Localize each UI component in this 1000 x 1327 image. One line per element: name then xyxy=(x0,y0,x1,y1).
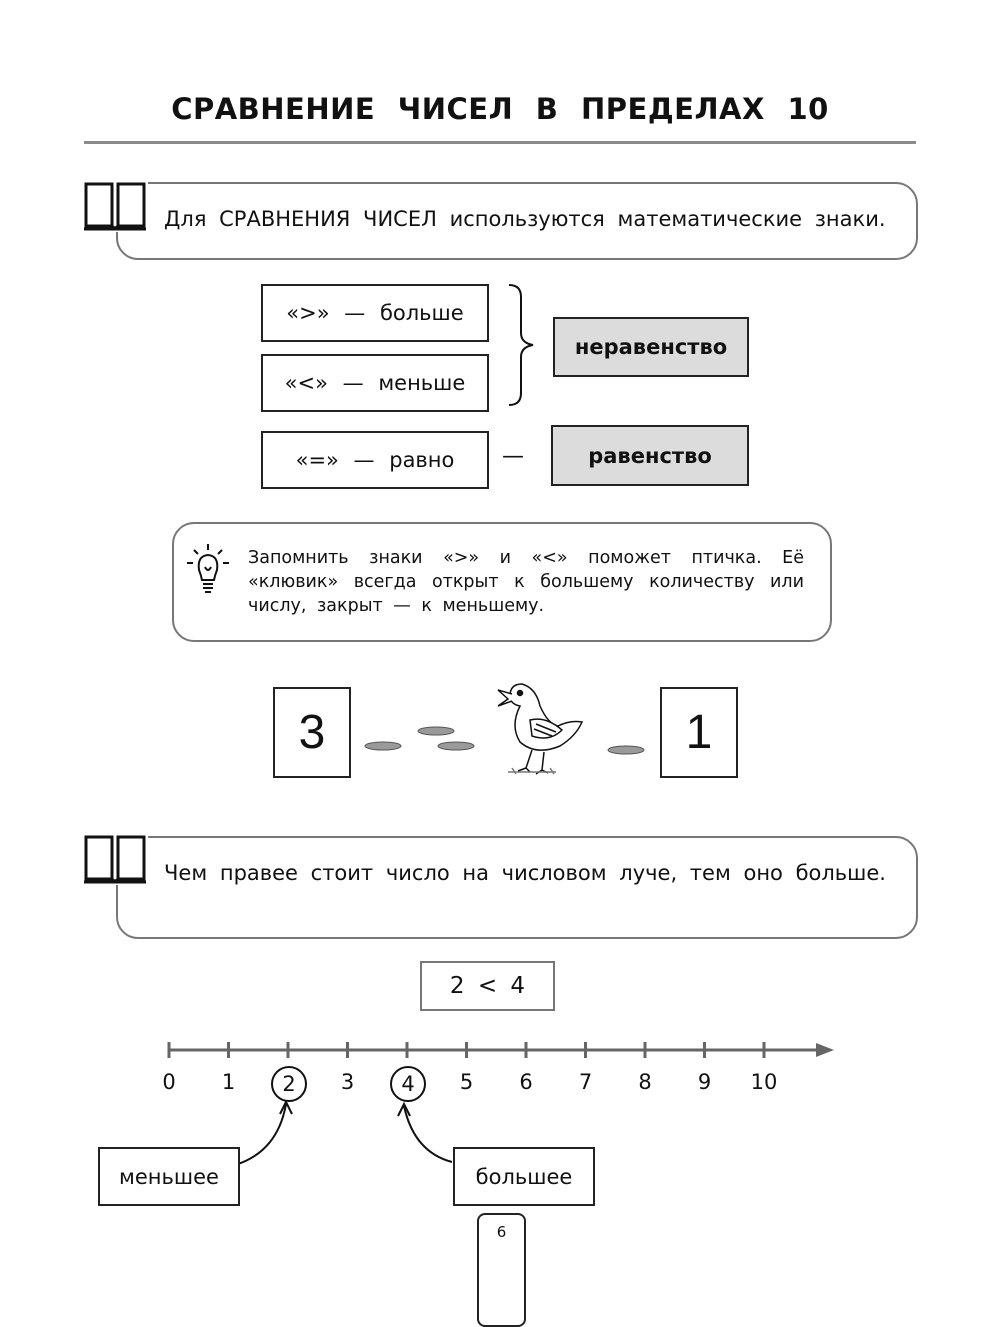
number-line-circled-label: 2 xyxy=(271,1066,307,1102)
sign-greater-text: «>» — больше xyxy=(286,301,464,325)
sign-equal-text: «=» — равно xyxy=(295,448,455,472)
rule-text-number-line: Чем правее стоит число на числовом луче, тем оно больше. xyxy=(164,861,886,885)
number-line-tick-label: 1 xyxy=(221,1070,236,1094)
page-title: СРАВНЕНИЕ ЧИСЕЛ В ПРЕДЕЛАХ 10 xyxy=(171,92,829,126)
sign-equal-box xyxy=(261,431,489,489)
seed-icons xyxy=(365,727,644,754)
number-line-circled-label: 4 xyxy=(390,1066,426,1102)
number-line-arrowhead xyxy=(816,1043,834,1057)
number-right: 1 xyxy=(685,706,713,759)
tip-text: Запомнить знаки «>» и «<» поможет птичка. Её «клювик» всегда открыт к большему количеству или числу, закрыт — к меньшему. xyxy=(248,548,804,616)
rule-text-signs: Для СРАВНЕНИЯ ЧИСЕЛ используются математические знаки. xyxy=(164,207,886,231)
smaller-label-box xyxy=(98,1147,240,1206)
sign-less-text: «<» — меньше xyxy=(284,371,466,395)
page-number: 6 xyxy=(496,1223,507,1241)
number-line-tick-label: 7 xyxy=(578,1070,593,1094)
number-line-tick-label: 0 xyxy=(162,1070,176,1094)
book-icon xyxy=(82,180,148,232)
book-icon xyxy=(82,833,148,885)
bird-illustration xyxy=(360,676,660,780)
number-line xyxy=(160,1036,840,1066)
smaller-label: меньшее xyxy=(119,1164,219,1189)
title-divider xyxy=(84,141,916,144)
arrows xyxy=(230,1090,460,1170)
inequality-example-box xyxy=(420,961,555,1011)
sign-less-box xyxy=(261,354,489,412)
lightbulb-icon xyxy=(184,542,232,598)
number-line-tick-label: 8 xyxy=(638,1070,652,1094)
sign-greater-box xyxy=(261,284,489,342)
number-box-left xyxy=(273,687,351,778)
equality-dash: — xyxy=(502,444,524,469)
number-line-tick-label: 6 xyxy=(519,1070,533,1094)
brace-icon xyxy=(505,283,537,407)
bigger-label-box xyxy=(453,1147,595,1206)
number-line-tick-label: 10 xyxy=(750,1070,778,1094)
inequality-term-text: неравенство xyxy=(574,335,728,359)
equality-term xyxy=(551,425,749,486)
equality-term-text: равенство xyxy=(588,443,712,468)
rule-box-number-line xyxy=(116,836,918,939)
number-box-right xyxy=(660,687,738,778)
bigger-label: большее xyxy=(475,1164,573,1189)
number-line-tick-label: 5 xyxy=(459,1070,474,1094)
number-left: 3 xyxy=(298,706,326,759)
number-line-tick-label: 3 xyxy=(340,1070,355,1094)
number-line-tick-label: 9 xyxy=(697,1070,712,1094)
inequality-term xyxy=(553,317,749,377)
inequality-example-text: 2 < 4 xyxy=(449,973,526,999)
